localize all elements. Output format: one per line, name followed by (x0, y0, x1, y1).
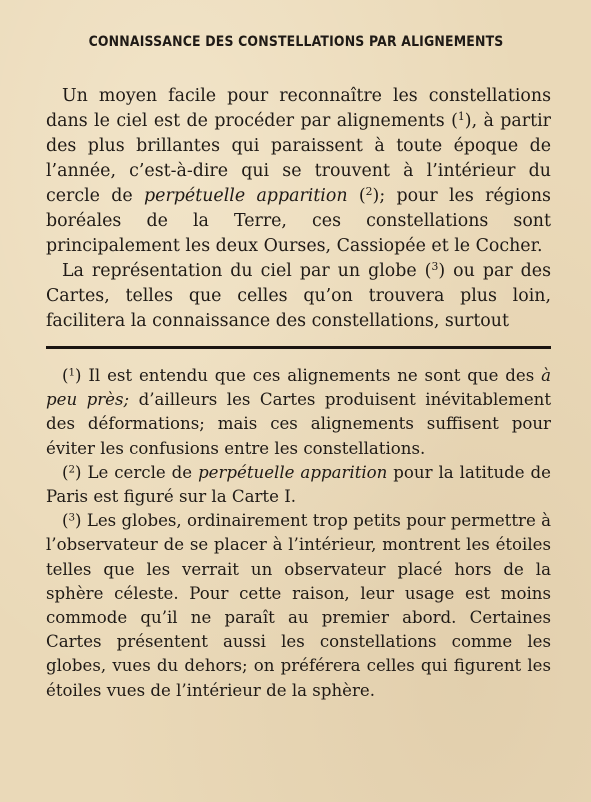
main-text (46, 84, 551, 334)
footnote-1: ($^1$) Il est entendu que ces alignements ne sont que des à peu près; d’ailleurs les Cartes produisent inévitablement des déformations; mais ces alignements suffisent pour éviter les confusions entre les constellations. (46, 366, 551, 458)
paragraph-2-text: ) ou par des Cartes, telles que celles qu’on trouvera plus loin, facilitera la connaissance des constellations, surtout (46, 261, 552, 331)
paragraph-1-text: Un moyen facile pour reconnaître les constellations dans le ciel est de procéder par alignements ( (46, 86, 551, 131)
italic-term: perpétuelle apparition (198, 462, 388, 482)
footnote-marker: 1 (68, 366, 76, 379)
footnote-3: ($^3$) Les globes, ordinairement trop petits pour permettre à l’observateur de se placer à l’intérieur, montrent les étoiles telles que les verrait un observateur placé hors de la sphère céleste. Pour cette raison, leur usage est moins commode qu’il ne paraît au premier abord. Certaines Cartes présentent aussi les constellations comme les globes, vues du dehors; on préférera celles qui figurent les étoiles vues de l’intérieur de la sphère. (46, 511, 551, 700)
footnote-2: ($^2$) Le cercle de perpétuelle apparition pour la latitude de Paris est figuré sur la Carte I. (46, 462, 551, 507)
footnote-text: Les globes, ordinairement trop petits pour permettre à l’observateur de se placer à l’intérieur, montrent les étoiles telles que les verrait un observateur placé hors de la sphère céleste. Pour cette raison, leur usage est moins commode qu’il ne paraît au premier abord. Certaines Cartes présentent aussi les constellations comme les globes, vues du dehors; on préférera celles qui figurent les étoiles vues de l’intérieur de la sphère. (46, 511, 551, 700)
footnote-text: Il est entendu que ces alignements ne sont que des (81, 366, 542, 385)
footnote-text: Le cercle de (81, 462, 199, 482)
footnote-ref-1: 1 (457, 110, 465, 124)
footnote-ref-2: 2 (365, 185, 373, 199)
footnote-marker: 3 (68, 511, 76, 524)
italic-term: perpétuelle apparition (144, 186, 348, 206)
paragraph-1-text: ); pour les régions boréales de la Terre, ces constellations sont principalement les deux Ourses, Cassiopée et le Cocher. (46, 186, 551, 256)
page-title: CONNAISSANCE DES CONSTELLATIONS PAR ALIGNEMENTS (88, 34, 504, 50)
paragraph-2-text: La représentation du ciel par un globe ( (62, 261, 432, 281)
footnote-text: pour la latitude de Paris est figuré sur la Carte I. (46, 462, 551, 507)
italic-term: à peu près; (46, 366, 551, 410)
footnote-ref-3: 3 (431, 260, 439, 274)
footnote-separator (46, 346, 551, 349)
footnote-marker: 2 (68, 463, 76, 476)
paragraph-2 (46, 259, 551, 334)
paragraph-1-text: ), à partir des plus brillantes qui paraissent à toute époque de l’année, c’est-à-dire qui se trouvent à l’intérieur du cercle de (46, 111, 551, 206)
footnotes (46, 364, 551, 703)
paragraph-1-text: ( (347, 186, 366, 206)
paragraph-1 (46, 84, 551, 259)
footnote-text: d’ailleurs les Cartes produisent inévitablement des déformations; mais ces alignements suffisent pour éviter les confusions entre les constellations. (46, 390, 551, 458)
